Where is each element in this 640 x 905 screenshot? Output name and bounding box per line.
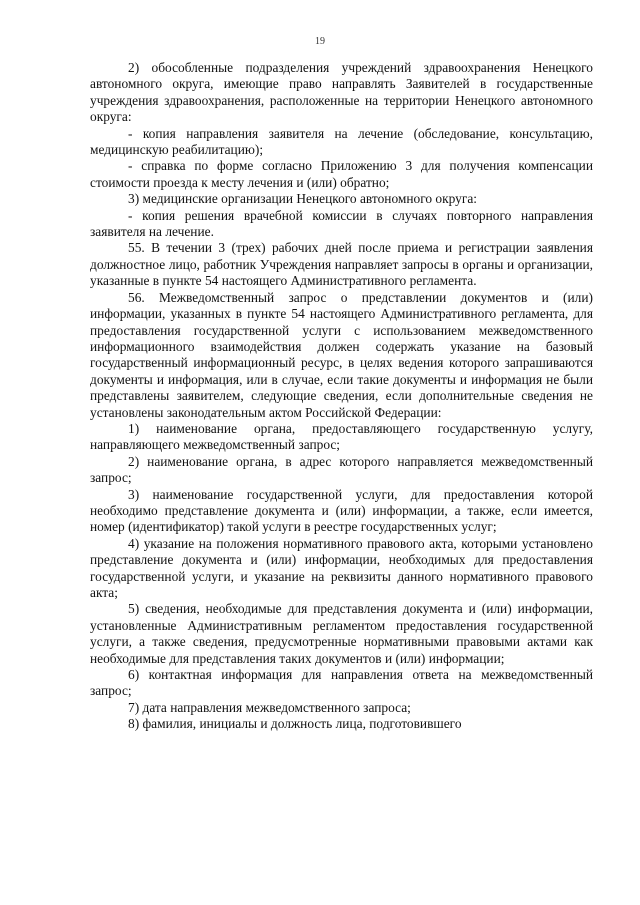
paragraph: 5) сведения, необходимые для представления документа и (или) информации, установленные Административным регламентом предоставления государственной услуги, а также сведения, предусмотренные нормативными правовыми актами как необходимые для представления таких документов и (или) информации; xyxy=(90,601,593,666)
paragraph: - справка по форме согласно Приложению 3 для получения компенсации стоимости проезда к месту лечения и (или) обратно; xyxy=(90,158,593,190)
paragraph: 56. Межведомственный запрос о представлении документов и (или) информации, указанных в пункте 54 настоящего Административного регламента, для предоставления государственной услуги с использованием межведомственного информационного взаимодействия должен содержать указание на базовый государственный информационный ресурс, в целях ведения которого запрашиваются документы и информация, или в случае, если такие документы и информация не были представлены заявителем, следующие сведения, если дополнительные сведения не установлены законодательным актом Российской Федерации: xyxy=(90,289,593,420)
paragraph: 1) наименование органа, предоставляющего государственную услугу, направляющего межведомственный запрос; xyxy=(90,420,593,453)
paragraph: 3) наименование государственной услуги, для предоставления которой необходимо представление документа и (или) информации, а также, если имеется, номер (идентификатор) такой услуги в реестре государственных услуг; xyxy=(90,486,593,535)
paragraph: 3) медицинские организации Ненецкого автономного округа: xyxy=(128,191,477,207)
paragraph: 4) указание на положения нормативного правового акта, которыми установлено представление документа и (или) информации, необходимых для предоставления государственной услуги, и указание на реквизиты данного нормативного правового акта; xyxy=(90,535,593,600)
paragraph: 6) контактная информация для направления ответа на межведомственный запрос; xyxy=(90,667,593,699)
paragraph: 55. В течении 3 (трех) рабочих дней после приема и регистрации заявления должностное лицо, работник Учреждения направляет запросы в органы и организации, указанные в пункте 54 настоящего Административного регламента. xyxy=(90,240,593,289)
paragraph: 7) дата направления межведомственного запроса; xyxy=(128,699,411,715)
page-number: 19 xyxy=(315,36,325,47)
paragraph: 2) наименование органа, в адрес которого направляется межведомственный запрос; xyxy=(90,453,593,486)
paragraph: - копия направления заявителя на лечение (обследование, консультацию, медицинскую реабилитацию); xyxy=(90,125,593,158)
paragraph: 2) обособленные подразделения учреждений здравоохранения Ненецкого автономного округа, имеющие право направлять Заявителей в государственные учреждения здравоохранения, расположенные на территории Ненецкого автономного округа: xyxy=(90,60,593,125)
document-body xyxy=(90,60,593,733)
paragraph: 8) фамилия, инициалы и должность лица, подготовившего xyxy=(128,716,462,732)
paragraph: - копия решения врачебной комиссии в случаях повторного направления заявителя на лечение. xyxy=(90,207,593,240)
